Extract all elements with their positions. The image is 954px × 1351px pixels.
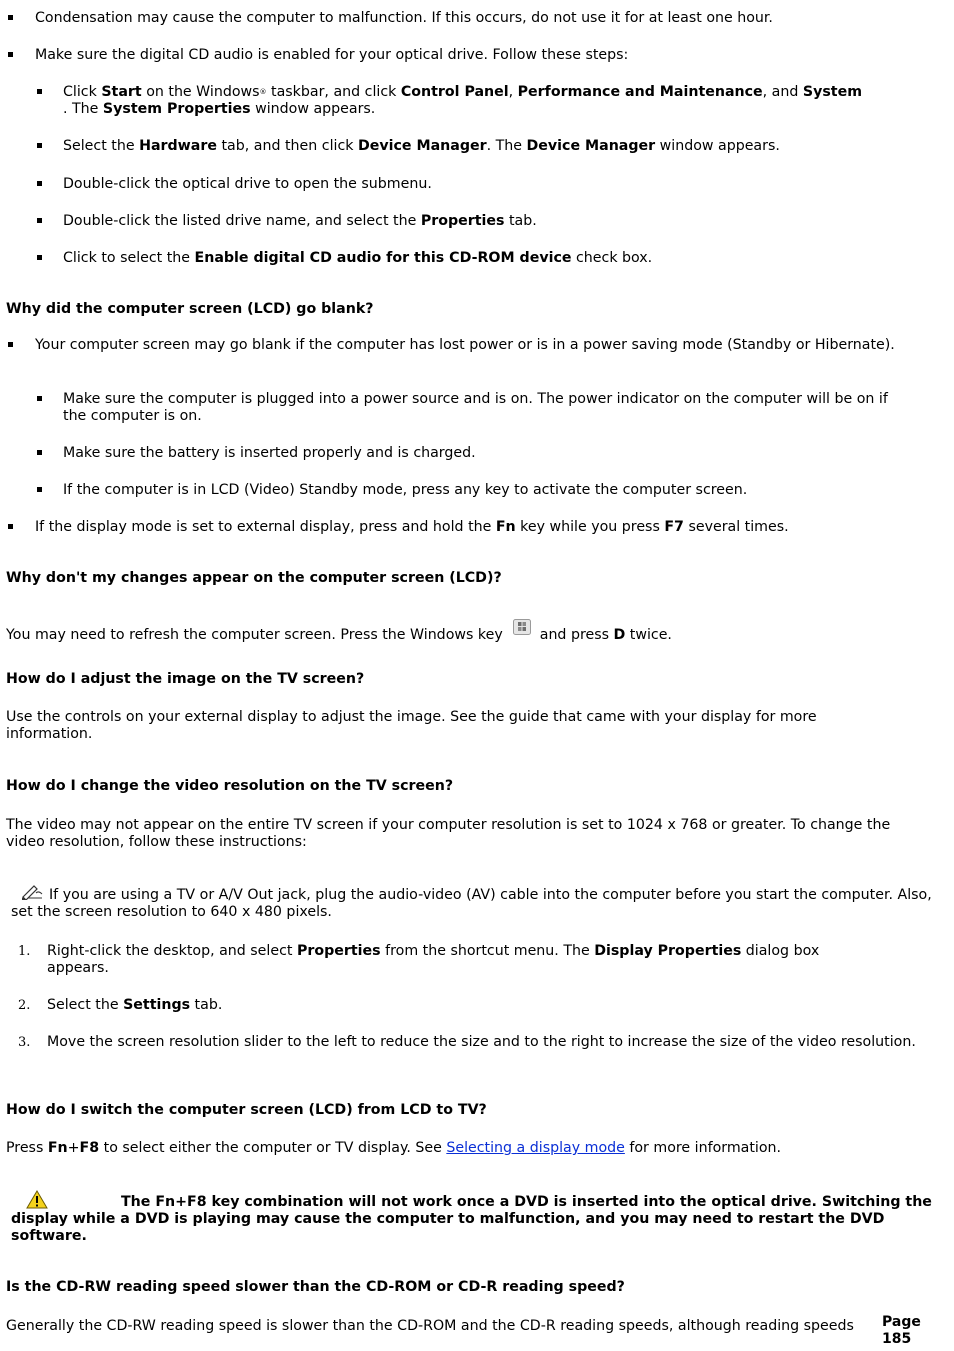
sub-bullet-marker: [37, 89, 42, 94]
sub-list-item: Select the Hardware tab, and then click Device Manager. The Device Manager window appears.: [63, 138, 780, 154]
sub-bullet-marker: [37, 181, 42, 186]
bullet-marker: [8, 524, 13, 529]
paragraph: Press Fn+F8 to select either the computer or TV display. See Selecting a display mode for more information.: [6, 1140, 782, 1156]
sub-bullet-marker: [37, 396, 42, 401]
list-item: Move the screen resolution slider to the left to reduce the size and to the right to increase the size of the video resolution.: [47, 1034, 916, 1050]
bullet-marker: [8, 342, 13, 347]
sub-list-item: Make sure the computer is plugged into a power source and is on. The power indicator on the computer will be on if the computer is on.: [63, 391, 888, 424]
list-item: Condensation may cause the computer to malfunction. If this occurs, do not use it for at least one hour.: [35, 10, 773, 26]
selecting-display-mode-link[interactable]: Selecting a display mode: [446, 1140, 625, 1156]
step-number: 1.: [18, 944, 31, 959]
list-item: Make sure the digital CD audio is enabled for your optical drive. Follow these steps:: [35, 47, 629, 63]
bullet-marker: [8, 52, 13, 57]
paragraph: Use the controls on your external display to adjust the image. See the guide that came with your display for more information.: [6, 709, 817, 742]
section-heading: How do I switch the computer screen (LCD) from LCD to TV?: [6, 1102, 487, 1118]
sub-list-item: Double-click the optical drive to open the submenu.: [63, 176, 432, 192]
section-heading: Is the CD-RW reading speed slower than the CD-ROM or CD-R reading speed?: [6, 1279, 625, 1295]
step-number: 3.: [18, 1035, 31, 1050]
sub-list-item: If the computer is in LCD (Video) Standby mode, press any key to activate the computer screen.: [63, 482, 748, 498]
sub-bullet-marker: [37, 487, 42, 492]
note-text: If you are using a TV or A/V Out jack, plug the audio-video (AV) cable into the computer before you start the computer. Also, set the screen resolution to 640 x 480 pixels.: [11, 887, 932, 920]
sub-bullet-marker: [37, 143, 42, 148]
sub-bullet-marker: [37, 218, 42, 223]
section-heading: How do I adjust the image on the TV screen?: [6, 671, 365, 687]
sub-list-item: Make sure the battery is inserted properly and is charged.: [63, 445, 476, 461]
sub-list-item: Double-click the listed drive name, and select the Properties tab.: [63, 213, 537, 229]
list-item: If the display mode is set to external display, press and hold the Fn key while you press F7 several times.: [35, 519, 789, 535]
windows-key-icon: [513, 619, 531, 635]
sub-bullet-marker: [37, 255, 42, 260]
sub-list-item: Click Start on the Windows® taskbar, and click Control Panel, Performance and Maintenance, and System . The System Properties window appears.: [63, 84, 862, 117]
bullet-marker: [8, 15, 13, 20]
warning-text: The Fn+F8 key combination will not work once a DVD is inserted into the optical drive. Switching the display while a DVD is playing may cause the computer to malfunction, and you may need to restart the DVD software.: [11, 1194, 932, 1244]
page-number: Page 185: [882, 1314, 921, 1347]
sub-bullet-marker: [37, 450, 42, 455]
paragraph: Generally the CD-RW reading speed is slower than the CD-ROM and the CD-R reading speeds, although reading speeds: [6, 1318, 854, 1334]
sub-list-item: Click to select the Enable digital CD audio for this CD-ROM device check box.: [63, 250, 653, 266]
list-item: Select the Settings tab.: [47, 997, 223, 1013]
step-number: 2.: [18, 998, 31, 1013]
paragraph: You may need to refresh the computer screen. Press the Windows key and press D twice.: [6, 619, 906, 644]
section-heading: Why don't my changes appear on the computer screen (LCD)?: [6, 570, 502, 586]
list-item: Right-click the desktop, and select Properties from the shortcut menu. The Display Properties dialog box appears.: [47, 943, 820, 976]
list-item: Your computer screen may go blank if the computer has lost power or is in a power saving mode (Standby or Hibernate).: [35, 337, 895, 353]
section-heading: How do I change the video resolution on the TV screen?: [6, 778, 454, 794]
paragraph: The video may not appear on the entire TV screen if your computer resolution is set to 1024 x 768 or greater. To change the video resolution, follow these instructions:: [6, 817, 891, 850]
section-heading: Why did the computer screen (LCD) go blank?: [6, 301, 374, 317]
